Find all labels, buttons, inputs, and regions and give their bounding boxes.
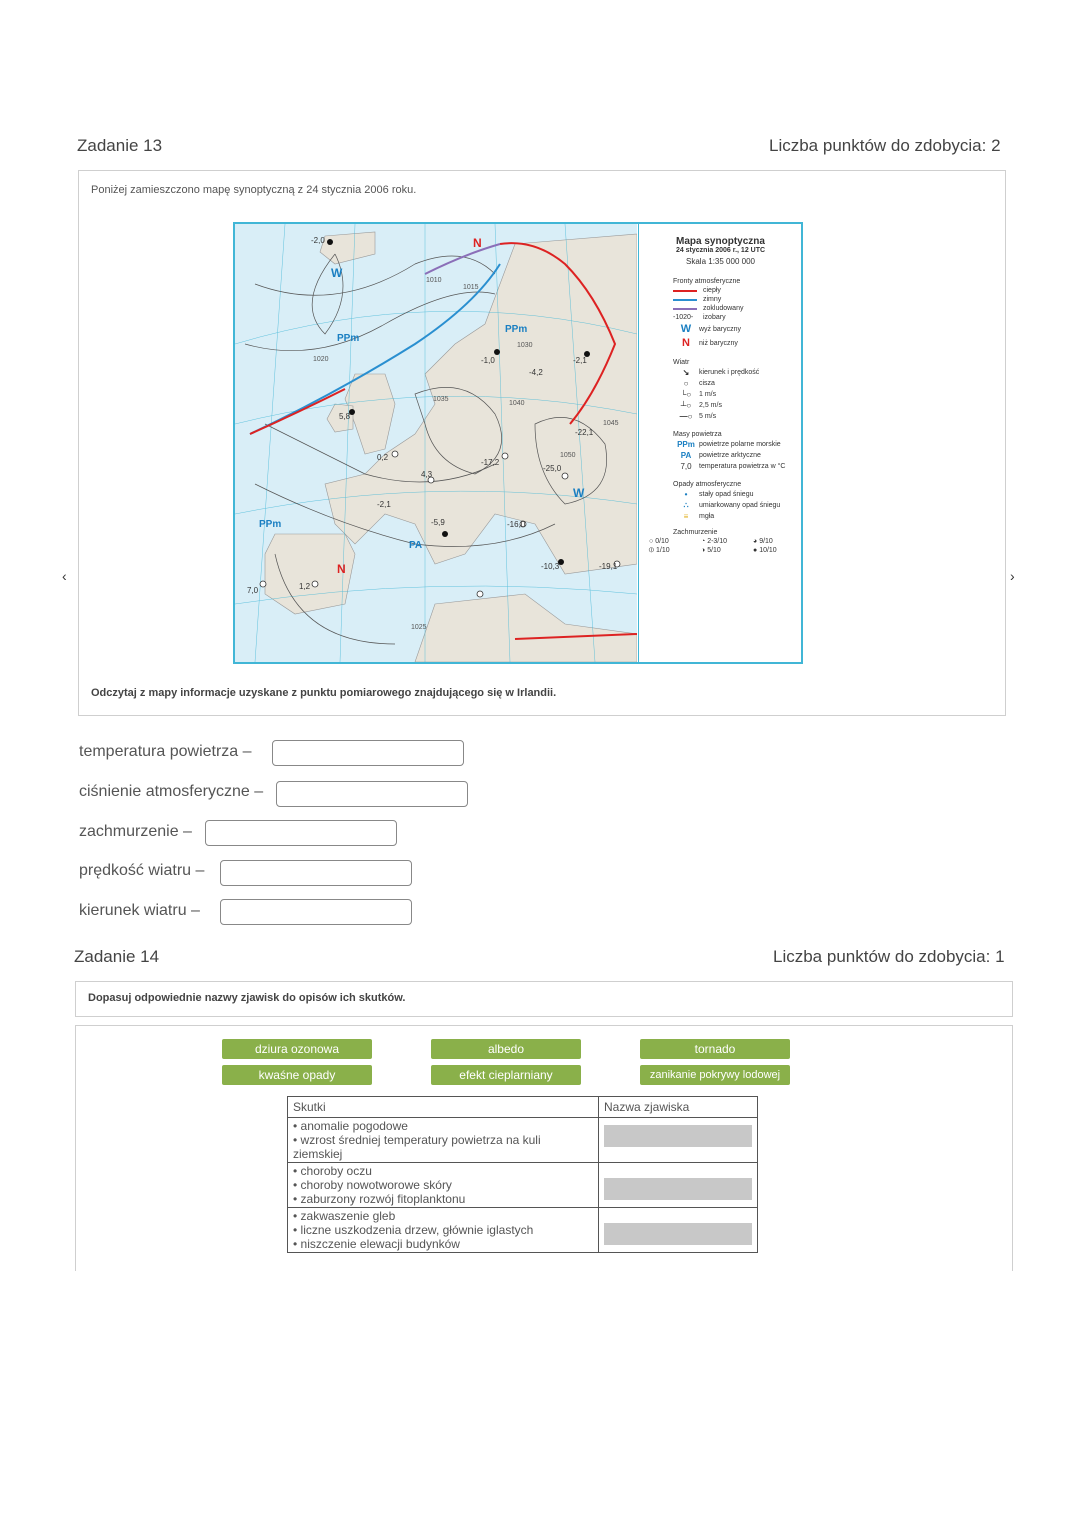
chip-albedo[interactable]: albedo: [431, 1039, 581, 1059]
temp-label: -1,0: [481, 356, 495, 365]
legend-symbol: N: [682, 337, 690, 349]
temp-label: -19,1: [599, 562, 618, 571]
calm-icon: ○: [683, 379, 689, 388]
isobar-label: 1035: [433, 396, 449, 403]
temp-label: -10,3: [541, 562, 560, 571]
temp-label: -2,1: [573, 356, 587, 365]
fronts-header: Fronty atmosferyczne: [673, 278, 741, 285]
task13-points: Liczba punktów do zdobycia: 2: [769, 136, 1001, 155]
air-mass-label: PPm: [259, 519, 282, 530]
warm-front-swatch: [673, 290, 697, 292]
temp-label: -22,1: [575, 428, 594, 437]
temp-label: -25,0: [543, 464, 562, 473]
synoptic-map: [233, 222, 803, 664]
wind-speed-input[interactable]: [220, 860, 412, 886]
task14-intro: Dopasuj odpowiednie nazwy zjawisk do opisów ich skutków.: [88, 992, 406, 1004]
chip-ozone-hole[interactable]: dziura ozonowa: [222, 1039, 372, 1059]
drop-slot-2[interactable]: [604, 1178, 752, 1200]
masses-header: Masy powietrza: [673, 431, 722, 438]
task14-work-panel: [75, 1025, 1013, 1271]
table-row: [288, 1163, 758, 1208]
task14-title: Zadanie 14: [74, 947, 160, 966]
field-label-pressure: ciśnienie atmosferyczne –: [79, 783, 264, 800]
low-pressure-label: N: [473, 236, 482, 250]
effect-item: • niszczenie elewacji budynków: [293, 1237, 460, 1251]
legend-item: umiarkowany opad śniegu: [699, 502, 781, 509]
map-image: [235, 224, 637, 662]
cloud-0-icon: ○ 0/10: [649, 538, 669, 545]
legend-symbol: PPm: [677, 440, 695, 449]
legend-item: cisza: [699, 380, 715, 387]
temp-label: -4,2: [529, 368, 543, 377]
temp-label: 4,3: [421, 470, 433, 479]
precip-header: Opady atmosferyczne: [673, 481, 742, 488]
legend-item: 5/10: [707, 547, 721, 554]
legend-item: 5 m/s: [699, 413, 717, 420]
low-pressure-label: N: [337, 562, 346, 576]
field-label-temperature: temperatura powietrza –: [79, 743, 252, 760]
temp-label: -5,9: [431, 518, 445, 527]
table-row: [288, 1118, 758, 1163]
isobar-label: 1015: [463, 284, 479, 291]
map-legend: [638, 224, 802, 662]
legend-item: stały opad śniegu: [699, 491, 754, 498]
legend-item: ciepły: [703, 287, 721, 294]
task13-question: Odczytaj z mapy informacje uzyskane z punktu pomiarowego znajdującego się w Irlandii.: [91, 687, 557, 699]
task13-title: Zadanie 13: [77, 136, 163, 155]
cloud-5-icon: ◑ 5/10: [701, 547, 721, 554]
legend-item: 1 m/s: [699, 391, 717, 398]
legend-item: 2-3/10: [707, 538, 728, 545]
legend-item: zimny: [703, 296, 722, 303]
air-mass-label: PA: [409, 540, 423, 551]
cloudiness-input[interactable]: [205, 820, 397, 846]
fog-icon: ≡: [683, 512, 689, 521]
temp-label: -2,0: [311, 236, 325, 245]
legend-item: 9/10: [759, 538, 773, 545]
map-date: 24 stycznia 2006 r., 12 UTC: [675, 247, 766, 254]
pressure-input[interactable]: [276, 781, 468, 807]
col-effects-header: Skutki: [288, 1097, 599, 1118]
field-label-clouds: zachmurzenie –: [79, 823, 192, 840]
wind-arrow-icon: ↘: [682, 368, 690, 377]
effect-item: • anomalie pogodowe: [293, 1119, 408, 1133]
effect-item: • liczne uszkodzenia drzew, głównie iglastych: [293, 1223, 534, 1237]
prev-arrow-icon[interactable]: ‹: [62, 568, 67, 584]
chip-acid-rain[interactable]: kwaśne opady: [222, 1065, 372, 1085]
isobar-label: 1030: [517, 342, 533, 349]
isobar-label: 1020: [313, 356, 329, 363]
drop-slot-3[interactable]: [604, 1223, 752, 1245]
air-mass-label: PPm: [505, 324, 528, 335]
wind-direction-input[interactable]: [220, 899, 412, 925]
temp-label: 7,0: [247, 586, 259, 595]
legend-item: niż baryczny: [699, 339, 738, 347]
legend-symbol: PA: [680, 451, 692, 460]
wind-25ms-icon: ┴○: [680, 401, 692, 410]
temp-label: 1,2: [299, 582, 311, 591]
temp-label: -2,1: [377, 500, 391, 509]
isobar-label: 1050: [560, 452, 576, 459]
legend-item: 10/10: [759, 547, 777, 554]
cloud-9-icon: ◕ 9/10: [753, 538, 773, 545]
map-title: Mapa synoptyczna: [676, 236, 765, 247]
effects-table: [287, 1096, 758, 1253]
legend-item: wyż baryczny: [699, 325, 742, 333]
high-pressure-label: W: [331, 266, 343, 280]
task14-points: Liczba punktów do zdobycia: 1: [773, 947, 1005, 966]
legend-item: mgła: [699, 513, 715, 520]
cold-front-swatch: [673, 299, 697, 301]
legend-item: powietrze polarne morskie: [699, 441, 781, 448]
legend-item: izobary: [703, 314, 726, 321]
moderate-snow-icon: ∴: [683, 501, 689, 510]
chip-ice-cover-loss[interactable]: zanikanie pokrywy lodowej: [640, 1065, 790, 1085]
cloud-1-icon: ⦶ 1/10: [649, 547, 670, 554]
effect-item: • choroby nowotworowe skóry: [293, 1178, 452, 1192]
legend-item: 1/10: [656, 547, 670, 554]
field-label-wind-direction: kierunek wiatru –: [79, 902, 200, 919]
legend-item: temperatura powietrza w °C: [699, 463, 786, 470]
isobar-label: 1025: [411, 624, 427, 631]
map-scale: Skala 1:35 000 000: [686, 257, 755, 266]
task13-intro: Poniżej zamieszczono mapę synoptyczną z 24 stycznia 2006 roku.: [91, 184, 417, 196]
temp-label: 0,2: [377, 453, 389, 462]
drop-slot-1[interactable]: [604, 1125, 752, 1147]
temp-label: -17,2: [481, 458, 500, 467]
isobar-label: 1010: [426, 277, 442, 284]
temp-label-ireland: 5,8: [339, 412, 351, 421]
cloud-23-icon: ◔ 2-3/10: [701, 538, 728, 545]
legend-item: 0/10: [655, 538, 669, 545]
wind-header: Wiatr: [673, 359, 690, 366]
occluded-front-swatch: [673, 308, 697, 310]
effect-item: • zaburzony rozwój fitoplanktonu: [293, 1192, 466, 1206]
next-arrow-icon[interactable]: ›: [1010, 568, 1015, 584]
effect-item: • zakwaszenie gleb: [293, 1209, 396, 1223]
legend-symbol: W: [680, 323, 692, 335]
high-pressure-label: W: [573, 486, 585, 500]
cloud-10-icon: ● 10/10: [753, 547, 777, 554]
effect-item: • wzrost średniej temperatury powietrza na kuli ziemskiej: [293, 1133, 541, 1161]
isobar-label: 1045: [603, 420, 619, 427]
legend-item: powietrze arktyczne: [699, 452, 761, 459]
chip-greenhouse-effect[interactable]: efekt cieplarniany: [431, 1065, 581, 1085]
legend-item: 2,5 m/s: [699, 402, 722, 409]
col-phenomenon-header: Nazwa zjawiska: [599, 1097, 758, 1118]
temp-label: -16,0: [507, 520, 526, 529]
effect-item: • choroby oczu: [293, 1164, 372, 1178]
table-row: [288, 1208, 758, 1253]
temperature-input[interactable]: [272, 740, 464, 766]
task14-intro-panel: [75, 981, 1013, 1017]
clouds-header: Zachmurzenie: [673, 529, 718, 536]
legend-item: kierunek i prędkość: [699, 369, 760, 376]
isobar-sample: -1020-: [673, 314, 694, 321]
snow-icon: •: [684, 490, 688, 499]
chip-tornado[interactable]: tornado: [640, 1039, 790, 1059]
task13-panel: [78, 170, 1006, 716]
field-label-wind-speed: prędkość wiatru –: [79, 862, 205, 879]
wind-1ms-icon: └○: [680, 390, 692, 399]
wind-5ms-icon: —○: [679, 412, 693, 421]
legend-symbol: 7,0: [680, 462, 692, 471]
air-mass-label: PPm: [337, 333, 360, 344]
isobar-label: 1040: [509, 400, 525, 407]
legend-item: zokludowany: [703, 305, 744, 312]
